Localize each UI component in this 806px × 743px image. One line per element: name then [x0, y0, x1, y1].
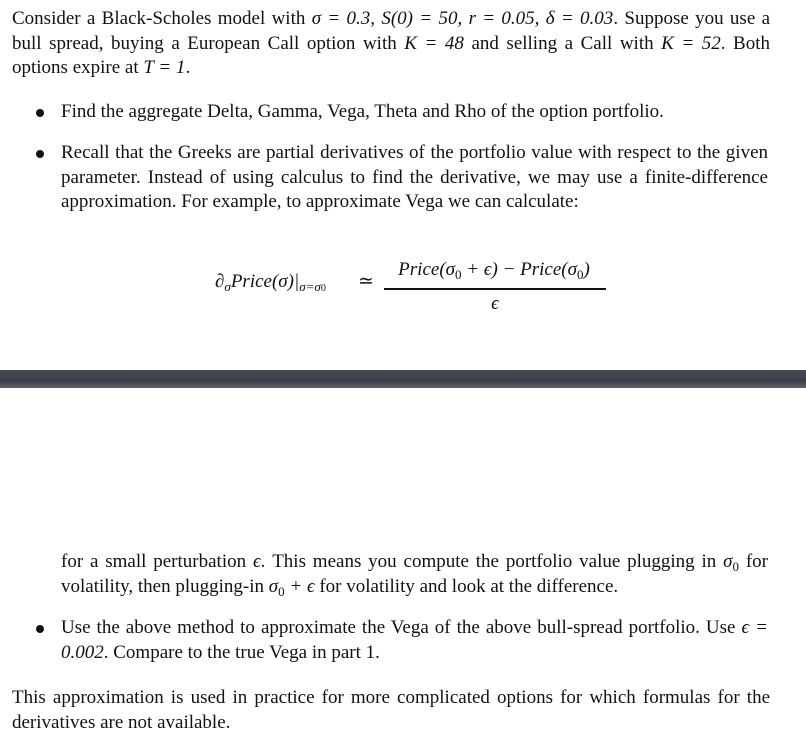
- formula-lhs: [215, 270, 326, 295]
- intro-text-3: and selling a Call with: [463, 32, 662, 54]
- outro-paragraph: This approximation is used in practice for more complicated options for which formulas for the derivatives are not available.: [12, 687, 770, 733]
- intro-paragraph: [12, 7, 770, 81]
- cont-sigma0: σ: [723, 551, 733, 572]
- num-price-2: + ϵ) − Price(σ: [461, 259, 577, 280]
- partial-sub: σ: [224, 279, 231, 294]
- intro-text-4: . Both options expire at: [12, 32, 770, 78]
- cont-sigma0b: σ: [268, 575, 279, 597]
- strike-sell-value: K = 52: [661, 32, 721, 54]
- lhs-price: Price(σ)|: [230, 271, 300, 292]
- fraction-bar: [384, 288, 606, 290]
- strike-buy-value: K = 48: [404, 32, 464, 54]
- sigma-value: σ = 0.3,: [311, 8, 382, 29]
- bullet-icon: [36, 109, 44, 117]
- intro-text-2: . Suppose you use a bull spread, buying a European Call option with: [12, 8, 771, 54]
- cont-text-4: for volatility and look at the difference.: [314, 575, 619, 597]
- cont-sigma0b-sub: 0: [278, 583, 285, 599]
- bullet-icon: [36, 625, 44, 633]
- num-sub-2: 0: [576, 267, 584, 282]
- r-value: r = 0.05,: [468, 8, 546, 29]
- intro-text-1: Consider a Black-Scholes model with: [12, 8, 312, 29]
- num-price-1: Price(σ: [398, 259, 456, 280]
- bullet-icon: [36, 150, 44, 158]
- cont-sigma0-sub: 0: [732, 559, 740, 574]
- s0-value: S(0) = 50,: [381, 8, 469, 29]
- continuation-paragraph: [61, 550, 768, 599]
- lhs-eval-sub: [299, 279, 326, 294]
- bullet-item-finite-difference: Recall that the Greeks are partial derivatives of the portfolio value with respect to the given parameter. Instead of using calculus to find the derivative, we may use a finite-difference approximation. For example, to approximate Vega we can calculate:: [61, 142, 768, 212]
- formula-denominator: ϵ: [491, 293, 499, 314]
- cont-epsilon: ϵ: [252, 551, 261, 572]
- num-sub-1: 0: [455, 267, 462, 282]
- b3-text-2: . Compare to the true Vega in part 1.: [103, 641, 380, 663]
- expiry-value: T = 1: [143, 57, 186, 78]
- bullet-item-approximate-vega: [61, 616, 768, 665]
- lhs-eval-sigma: σ=σ: [299, 279, 321, 294]
- partial-symbol: ∂: [215, 271, 225, 292]
- cont-plus-eps: + ϵ: [284, 575, 315, 597]
- num-close: ): [583, 259, 590, 280]
- bullet-item-greeks: Find the aggregate Delta, Gamma, Vega, Theta and Rho of the option portfolio.: [61, 101, 664, 122]
- cont-text-2: . This means you compute the portfolio value plugging in: [260, 551, 724, 572]
- b3-epsilon-value: ϵ = 0.002: [61, 617, 768, 663]
- cont-text-3: for volatility, then plugging-in: [61, 551, 769, 597]
- page-divider: [0, 370, 806, 388]
- intro-text-5: .: [185, 57, 191, 78]
- delta-value: δ = 0.03: [545, 8, 614, 29]
- cont-text-1: for a small perturbation: [61, 551, 253, 572]
- b3-text-1: Use the above method to approximate the Vega of the above bull-spread portfolio. Use: [61, 617, 742, 638]
- vega-formula: [0, 258, 806, 318]
- lhs-eval-zero: 0: [320, 283, 326, 294]
- formula-numerator: [384, 258, 604, 283]
- approx-symbol: ≃: [358, 271, 374, 292]
